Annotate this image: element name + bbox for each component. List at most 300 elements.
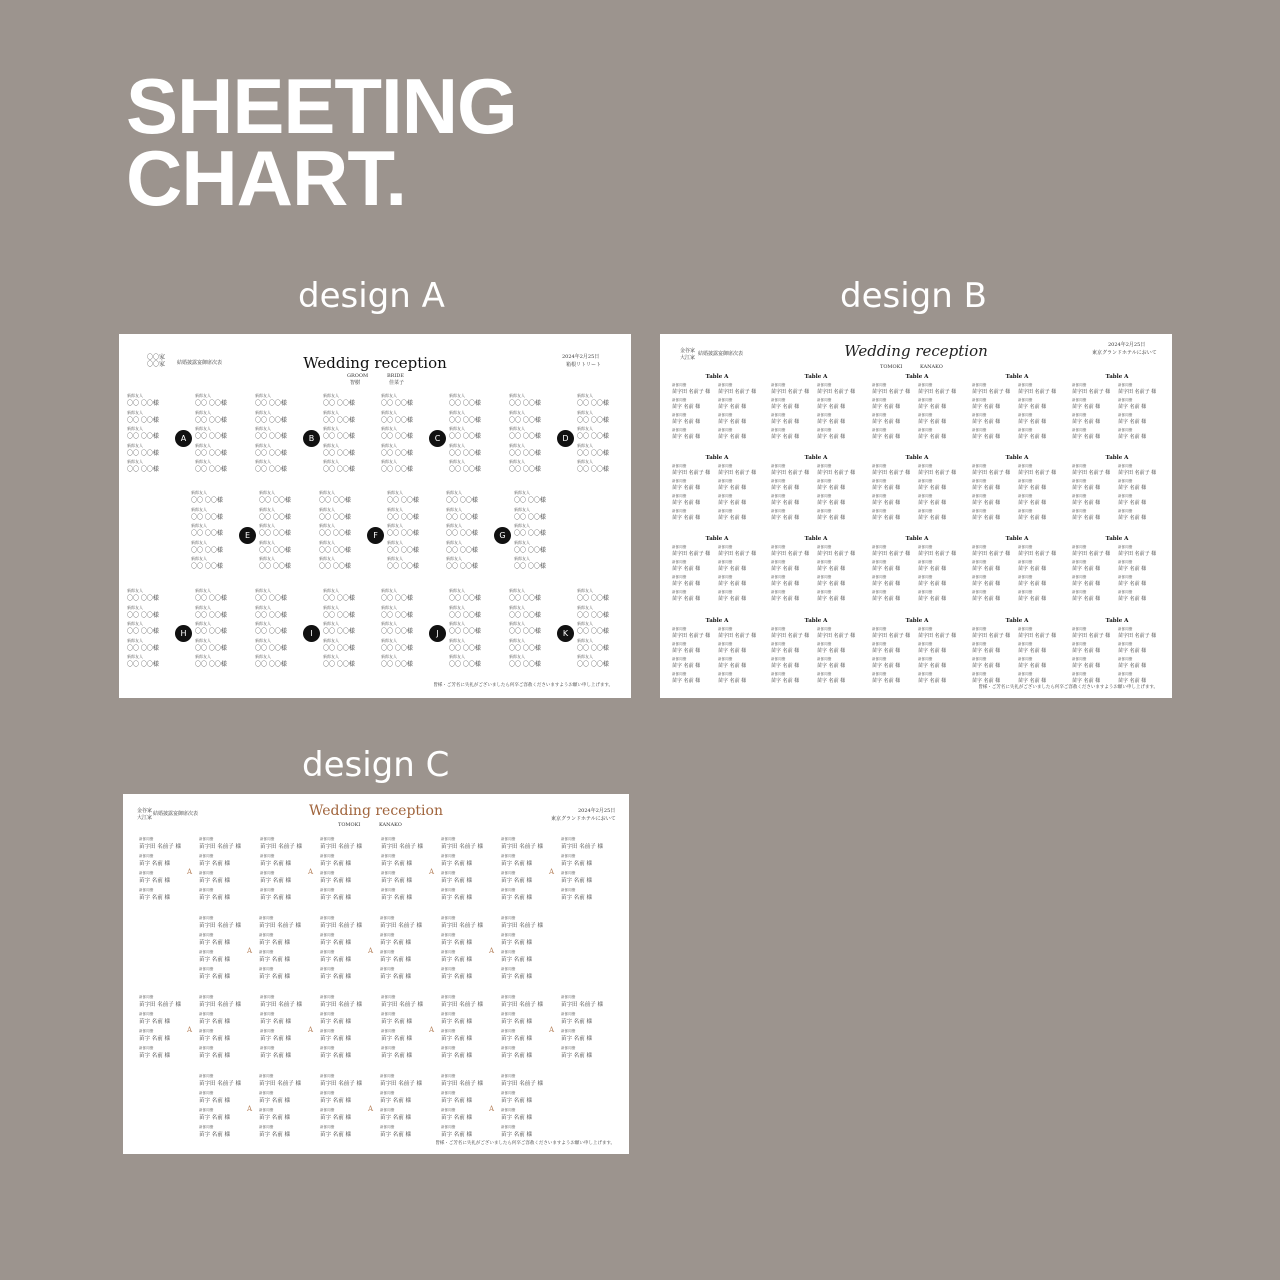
- table-heading: Table A: [705, 618, 729, 624]
- guest-name: 〇〇 〇〇様: [514, 563, 546, 570]
- guest-relation: 新郎友人: [323, 604, 339, 610]
- guest-name: 苗字 名前 様: [441, 895, 472, 901]
- guest-relation: 新郎同僚: [501, 1029, 516, 1033]
- guest-name: 〇〇 〇〇様: [127, 628, 159, 635]
- guest-name: 苗字 名前 様: [441, 861, 472, 867]
- guest-column: [195, 587, 227, 670]
- guest-relation: 新郎同僚: [918, 479, 933, 483]
- guest-name: 苗字 名前 様: [672, 596, 701, 602]
- guest-relation: 新郎同僚: [320, 967, 335, 971]
- guest-relation: 新郎同僚: [320, 837, 335, 841]
- guest-name: 苗字 名前 様: [1018, 663, 1047, 669]
- guest-relation: 新郎同僚: [1072, 413, 1087, 417]
- guest-name: 苗字 名前 様: [320, 1036, 351, 1042]
- guest-relation: 新郎同僚: [718, 428, 733, 432]
- guest-relation: 新郎同僚: [1072, 672, 1087, 676]
- guest-relation: 新郎友人: [259, 490, 275, 495]
- guest-column: [441, 836, 483, 904]
- guest-relation: 新郎同僚: [718, 627, 733, 631]
- guest-relation: 新郎友人: [381, 637, 397, 643]
- guest-name: 苗字田 名前子 様: [1118, 470, 1157, 476]
- guest-name: 苗字 名前 様: [872, 434, 901, 440]
- guest-relation: 新郎友人: [255, 426, 271, 431]
- guest-name: 苗字 名前 様: [1072, 663, 1101, 669]
- guest-name: 苗字 名前 様: [320, 940, 351, 946]
- design-c-label: design C: [302, 745, 450, 785]
- guest-relation: 新郎同僚: [320, 916, 335, 920]
- venue: 東京グランドホテルにおいて: [551, 816, 616, 822]
- guest-name: 苗字田 名前子 様: [918, 389, 957, 395]
- guest-name: 苗字 名前 様: [1018, 581, 1047, 587]
- guest-relation: 新郎同僚: [381, 1046, 396, 1050]
- guest-relation: 新郎同僚: [320, 1012, 335, 1016]
- guest-column: [771, 626, 815, 686]
- guest-relation: 新郎同僚: [441, 1012, 456, 1016]
- guest-column: [718, 382, 762, 442]
- guest-relation: 新郎友人: [577, 654, 593, 659]
- guest-name: 苗字田 名前子 様: [718, 389, 757, 395]
- guest-name: 苗字田 名前子 様: [1072, 470, 1111, 476]
- guest-name: 〇〇 〇〇様: [259, 546, 291, 554]
- guest-name: 苗字 名前 様: [1018, 485, 1047, 491]
- table-marker-a: A: [187, 1026, 193, 1034]
- guest-name: 苗字田 名前子 様: [817, 551, 856, 557]
- guest-relation: 新郎友人: [387, 506, 403, 512]
- guest-name: 苗字田 名前子 様: [1072, 389, 1111, 395]
- groom-name: TOMOKI: [880, 364, 903, 370]
- guest-column: [260, 836, 302, 904]
- guest-name: 苗字 名前 様: [199, 957, 230, 963]
- guest-relation: 新郎同僚: [771, 657, 786, 661]
- guest-relation: 新郎同僚: [672, 464, 687, 468]
- guest-name: 苗字 名前 様: [380, 940, 411, 946]
- guest-name: 〇〇 〇〇様: [509, 644, 541, 652]
- guest-relation: 新郎同僚: [972, 509, 987, 513]
- guest-relation: 新郎同僚: [441, 854, 456, 858]
- guest-relation: 新郎同僚: [918, 657, 933, 661]
- guest-name: 苗字 名前 様: [1018, 434, 1047, 440]
- guest-name: 苗字 名前 様: [501, 1132, 532, 1138]
- guest-name: 〇〇 〇〇様: [191, 563, 223, 570]
- guest-name: 苗字 名前 様: [718, 419, 747, 425]
- guest-name: 苗字田 名前子 様: [259, 923, 301, 929]
- guest-relation: 新郎友人: [509, 426, 525, 431]
- guest-relation: 新郎同僚: [259, 950, 274, 954]
- guest-relation: 新郎同僚: [718, 545, 733, 549]
- guest-relation: 新郎同僚: [972, 494, 987, 498]
- table-columns: [1072, 544, 1162, 604]
- guest-name: 〇〇 〇〇様: [449, 661, 481, 668]
- guest-relation: 新郎同僚: [718, 590, 733, 594]
- guest-relation: 新郎同僚: [501, 1125, 516, 1129]
- guest-name: 苗字田 名前子 様: [320, 1081, 362, 1087]
- guest-relation: 新郎同僚: [441, 1029, 456, 1033]
- guest-name: 苗字 名前 様: [718, 515, 747, 521]
- guest-name: 苗字田 名前子 様: [1018, 470, 1057, 476]
- guest-relation: 新郎同僚: [771, 413, 786, 417]
- guest-relation: 新郎友人: [255, 409, 271, 415]
- guest-column: [441, 915, 483, 983]
- guest-name: 〇〇 〇〇様: [255, 628, 287, 635]
- guest-name: 苗字 名前 様: [918, 678, 947, 684]
- guest-name: 苗字田 名前子 様: [380, 923, 422, 929]
- guest-column: [441, 994, 483, 1062]
- guest-column: [501, 1073, 543, 1141]
- guest-name: 苗字 名前 様: [501, 1036, 532, 1042]
- guest-name: 苗字 名前 様: [381, 878, 412, 884]
- guest-relation: 新郎友人: [127, 588, 143, 593]
- sheet-title: Wedding reception: [303, 354, 447, 372]
- guest-name: 〇〇 〇〇様: [323, 400, 355, 407]
- guest-relation: 新郎同僚: [320, 1091, 335, 1095]
- guest-relation: 新郎友人: [509, 459, 525, 464]
- table-columns: [1072, 626, 1162, 686]
- table-heading: Table A: [905, 455, 929, 461]
- guest-name: 苗字田 名前子 様: [501, 844, 543, 850]
- guest-relation: 新郎同僚: [260, 871, 275, 875]
- guest-relation: 新郎同僚: [380, 1108, 395, 1112]
- guest-column: [561, 836, 603, 904]
- guest-name: 苗字 名前 様: [872, 648, 901, 654]
- guest-relation: 新郎友人: [514, 490, 530, 495]
- guest-name: 〇〇 〇〇様: [381, 644, 413, 652]
- guest-name: 苗字 名前 様: [561, 1019, 592, 1025]
- guest-relation: 新郎同僚: [872, 642, 887, 646]
- guest-name: 〇〇 〇〇様: [319, 513, 351, 521]
- guest-name: 〇〇 〇〇様: [509, 449, 541, 457]
- guest-relation: 新郎同僚: [872, 479, 887, 483]
- table-block: [672, 374, 762, 442]
- guest-relation: 新郎同僚: [380, 967, 395, 971]
- guest-relation: 新郎同僚: [817, 464, 832, 468]
- guest-name: 苗字 名前 様: [441, 1132, 472, 1138]
- guest-name: 苗字 名前 様: [320, 861, 351, 867]
- guest-name: 〇〇 〇〇様: [381, 661, 413, 668]
- guest-relation: 新郎同僚: [872, 627, 887, 631]
- guest-relation: 新郎同僚: [1072, 494, 1087, 498]
- guest-name: 〇〇 〇〇様: [255, 644, 287, 652]
- guest-name: 〇〇 〇〇様: [387, 497, 419, 504]
- bride-name: KANAKO: [379, 822, 402, 828]
- guest-name: 苗字 名前 様: [320, 878, 351, 884]
- guest-relation: 新郎友人: [509, 637, 525, 643]
- guest-relation: 新郎同僚: [771, 509, 786, 513]
- guest-relation: 新郎友人: [387, 539, 403, 545]
- guest-name: 苗字 名前 様: [501, 1098, 532, 1104]
- guest-relation: 新郎同僚: [199, 916, 214, 920]
- guest-name: 苗字田 名前子 様: [918, 551, 957, 557]
- guest-relation: 新郎友人: [381, 442, 397, 448]
- guest-relation: 新郎友人: [387, 523, 403, 528]
- guest-name: 苗字 名前 様: [1018, 419, 1047, 425]
- guest-name: 苗字 名前 様: [1118, 566, 1147, 572]
- guest-name: 〇〇 〇〇様: [449, 416, 481, 424]
- guest-relation: 新郎同僚: [139, 995, 154, 999]
- guest-name: 苗字 名前 様: [972, 434, 1001, 440]
- guest-name: 苗字 名前 様: [972, 566, 1001, 572]
- guest-relation: 新郎同僚: [1018, 657, 1033, 661]
- guest-relation: 新郎友人: [127, 637, 143, 643]
- guest-relation: 新郎同僚: [771, 627, 786, 631]
- guest-column: [139, 836, 181, 904]
- table-block: [1072, 618, 1162, 686]
- guest-relation: 新郎同僚: [872, 428, 887, 432]
- guest-column: [1018, 626, 1062, 686]
- guest-name: 苗字 名前 様: [672, 515, 701, 521]
- guest-column: [127, 392, 159, 475]
- guest-relation: 新郎同僚: [918, 575, 933, 579]
- guest-name: 苗字 名前 様: [381, 861, 412, 867]
- guest-name: 苗字 名前 様: [320, 974, 351, 980]
- guest-name: 〇〇 〇〇様: [449, 466, 481, 473]
- guest-relation: 新郎同僚: [771, 479, 786, 483]
- guest-name: 苗字 名前 様: [441, 878, 472, 884]
- guest-name: 苗字田 名前子 様: [771, 470, 810, 476]
- guest-relation: 新郎友人: [323, 426, 339, 431]
- guest-relation: 新郎同僚: [1118, 494, 1133, 498]
- guest-relation: 新郎同僚: [561, 1029, 576, 1033]
- guest-name: 〇〇 〇〇様: [191, 546, 223, 554]
- guest-relation: 新郎同僚: [872, 590, 887, 594]
- table-marker-e: E: [239, 527, 256, 544]
- guest-name: 苗字 名前 様: [320, 1019, 351, 1025]
- guest-column: [577, 392, 609, 475]
- guest-column: [381, 836, 423, 904]
- guest-relation: 新郎友人: [323, 393, 339, 398]
- guest-relation: 新郎同僚: [501, 916, 516, 920]
- guest-relation: 新郎同僚: [918, 560, 933, 564]
- guest-relation: 新郎友人: [323, 637, 339, 643]
- guest-relation: 新郎同僚: [259, 1108, 274, 1112]
- guest-name: 苗字 名前 様: [972, 515, 1001, 521]
- sheet-title: Wedding reception: [844, 342, 988, 360]
- guest-name: 苗字 名前 様: [771, 404, 800, 410]
- guest-relation: 新郎同僚: [817, 494, 832, 498]
- guest-name: 〇〇 〇〇様: [509, 661, 541, 668]
- guest-name: 〇〇 〇〇様: [255, 416, 287, 424]
- guest-column: [561, 994, 603, 1062]
- guest-relation: 新郎同僚: [972, 428, 987, 432]
- guest-relation: 新郎友人: [255, 588, 271, 593]
- guest-relation: 新郎同僚: [441, 1125, 456, 1129]
- table-block: [672, 536, 762, 604]
- guest-column: [672, 382, 716, 442]
- guest-name: 苗字 名前 様: [501, 940, 532, 946]
- guest-name: 〇〇 〇〇様: [514, 497, 546, 504]
- guest-column: [381, 587, 413, 670]
- guest-name: 〇〇 〇〇様: [387, 513, 419, 521]
- guest-relation: 新郎同僚: [380, 916, 395, 920]
- guest-relation: 新郎同僚: [199, 871, 214, 875]
- guest-column: [872, 463, 916, 523]
- guest-name: 苗字 名前 様: [817, 663, 846, 669]
- guest-relation: 新郎同僚: [817, 428, 832, 432]
- guest-name: 苗字 名前 様: [381, 1036, 412, 1042]
- guest-relation: 新郎同僚: [872, 509, 887, 513]
- guest-relation: 新郎同僚: [441, 1074, 456, 1078]
- guest-name: 〇〇 〇〇様: [323, 595, 355, 602]
- guest-relation: 新郎友人: [449, 637, 465, 643]
- guest-name: 苗字 名前 様: [718, 663, 747, 669]
- guest-relation: 新郎同僚: [817, 672, 832, 676]
- guest-name: 〇〇 〇〇様: [449, 400, 481, 407]
- guest-name: 苗字田 名前子 様: [199, 923, 241, 929]
- guest-name: 苗字田 名前子 様: [672, 551, 711, 557]
- guest-column: [972, 463, 1016, 523]
- guest-name: 苗字田 名前子 様: [381, 1002, 423, 1008]
- guest-relation: 新郎友人: [449, 621, 465, 626]
- guest-column: [771, 382, 815, 442]
- guest-relation: 新郎同僚: [501, 995, 516, 999]
- guest-relation: 新郎同僚: [872, 464, 887, 468]
- guest-relation: 新郎同僚: [1118, 545, 1133, 549]
- guest-name: 苗字 名前 様: [199, 1132, 230, 1138]
- guest-name: 苗字 名前 様: [259, 1115, 290, 1121]
- guest-relation: 新郎同僚: [320, 1046, 335, 1050]
- guest-relation: 新郎同僚: [1118, 575, 1133, 579]
- guest-relation: 新郎同僚: [672, 479, 687, 483]
- table-heading: Table A: [1005, 536, 1029, 542]
- family-name: 大江家: [137, 815, 153, 821]
- table-heading: Table A: [1005, 374, 1029, 380]
- guest-relation: 新郎同僚: [381, 854, 396, 858]
- footer-note: 皆様・ご芳名に失礼がございましたら何卒ご容赦くださいますようお願い申し上げます。: [433, 683, 613, 688]
- guest-name: 苗字 名前 様: [972, 404, 1001, 410]
- guest-name: 苗字田 名前子 様: [260, 844, 302, 850]
- guest-name: 苗字田 名前子 様: [718, 470, 757, 476]
- guest-name: 苗字田 名前子 様: [771, 633, 810, 639]
- guest-relation: 新郎同僚: [918, 590, 933, 594]
- family-name: 大江家: [680, 355, 696, 361]
- guest-name: 苗字 名前 様: [672, 419, 701, 425]
- guest-relation: 新郎友人: [509, 621, 525, 626]
- guest-relation: 新郎同僚: [1072, 575, 1087, 579]
- guest-name: 〇〇 〇〇様: [259, 513, 291, 521]
- table-block: [1072, 536, 1162, 604]
- guest-relation: 新郎友人: [509, 393, 525, 398]
- guest-relation: 新郎友人: [577, 621, 593, 626]
- guest-name: 苗字 名前 様: [918, 648, 947, 654]
- guest-name: 苗字田 名前子 様: [441, 1002, 483, 1008]
- guest-name: 苗字田 名前子 様: [1118, 633, 1157, 639]
- guest-name: 苗字 名前 様: [139, 1036, 170, 1042]
- guest-relation: 新郎同僚: [199, 1125, 214, 1129]
- guest-name: 〇〇 〇〇様: [195, 449, 227, 457]
- guest-column: [817, 463, 861, 523]
- guest-relation: 新郎同僚: [380, 1074, 395, 1078]
- guest-relation: 新郎同僚: [918, 464, 933, 468]
- guest-name: 〇〇 〇〇様: [127, 416, 159, 424]
- guest-relation: 新郎友人: [195, 459, 211, 464]
- guest-relation: 新郎同僚: [1072, 560, 1087, 564]
- guest-name: 苗字田 名前子 様: [561, 1002, 603, 1008]
- guest-relation: 新郎同僚: [872, 413, 887, 417]
- guest-name: 〇〇 〇〇様: [381, 400, 413, 407]
- table-columns: [672, 382, 762, 442]
- guest-relation: 新郎友人: [191, 490, 207, 495]
- guest-column: [320, 1073, 362, 1141]
- guest-name: 苗字 名前 様: [1118, 648, 1147, 654]
- guest-relation: 新郎友人: [449, 426, 465, 431]
- guest-relation: 新郎同僚: [771, 575, 786, 579]
- event-date: 2024年2月25日: [562, 354, 600, 360]
- guest-name: 苗字 名前 様: [199, 878, 230, 884]
- guest-name: 〇〇 〇〇様: [514, 546, 546, 554]
- guest-name: 〇〇 〇〇様: [577, 661, 609, 668]
- guest-name: 苗字田 名前子 様: [672, 470, 711, 476]
- guest-relation: 新郎同僚: [972, 464, 987, 468]
- guest-relation: 新郎同僚: [199, 854, 214, 858]
- guest-relation: 新郎友人: [509, 442, 525, 448]
- guest-relation: 新郎同僚: [872, 672, 887, 676]
- event-date: 2024年2月25日: [578, 808, 616, 814]
- guest-relation: 新郎同僚: [1018, 575, 1033, 579]
- guest-name: 苗字 名前 様: [260, 878, 291, 884]
- guest-relation: 新郎友人: [319, 523, 335, 528]
- guest-name: 苗字 名前 様: [672, 566, 701, 572]
- guest-name: 〇〇 〇〇様: [446, 546, 478, 554]
- guest-relation: 新郎同僚: [260, 888, 275, 892]
- guest-name: 〇〇 〇〇様: [323, 628, 355, 635]
- guest-relation: 新郎同僚: [771, 560, 786, 564]
- guest-name: 〇〇 〇〇様: [449, 644, 481, 652]
- guest-name: 〇〇 〇〇様: [449, 595, 481, 602]
- guest-name: 苗字 名前 様: [199, 1098, 230, 1104]
- guest-name: 苗字 名前 様: [320, 895, 351, 901]
- guest-name: 苗字 名前 様: [1118, 485, 1147, 491]
- guest-name: 〇〇 〇〇様: [381, 595, 413, 602]
- guest-column: [1018, 463, 1062, 523]
- guest-relation: 新郎同僚: [1072, 464, 1087, 468]
- table-block: [1072, 455, 1162, 523]
- guest-relation: 新郎同僚: [1072, 627, 1087, 631]
- guest-name: 苗字 名前 様: [1072, 566, 1101, 572]
- guest-relation: 新郎同僚: [501, 1012, 516, 1016]
- guest-name: 苗字 名前 様: [771, 515, 800, 521]
- guest-relation: 新郎同僚: [501, 967, 516, 971]
- guest-column: [672, 544, 716, 604]
- guest-relation: 新郎同僚: [918, 383, 933, 387]
- guest-name: 苗字田 名前子 様: [872, 470, 911, 476]
- guest-name: 苗字田 名前子 様: [817, 633, 856, 639]
- guest-name: 苗字 名前 様: [1072, 648, 1101, 654]
- guest-name: 苗字 名前 様: [320, 1098, 351, 1104]
- guest-name: 苗字 名前 様: [561, 861, 592, 867]
- guest-name: 苗字 名前 様: [771, 500, 800, 506]
- guest-relation: 新郎友人: [255, 604, 271, 610]
- guest-relation: 新郎同僚: [817, 642, 832, 646]
- table-marker-a: A: [175, 430, 192, 447]
- guest-name: 苗字田 名前子 様: [718, 551, 757, 557]
- guest-relation: 新郎同僚: [380, 1091, 395, 1095]
- guest-column: [1118, 626, 1162, 686]
- guest-name: 〇〇 〇〇様: [127, 661, 159, 668]
- guest-relation: 新郎友人: [577, 459, 593, 464]
- guest-relation: 新郎友人: [381, 393, 397, 398]
- guest-name: 〇〇 〇〇様: [255, 611, 287, 619]
- guest-relation: 新郎同僚: [320, 871, 335, 875]
- guest-name: 苗字 名前 様: [718, 404, 747, 410]
- guest-relation: 新郎友人: [577, 409, 593, 415]
- guest-name: 苗字田 名前子 様: [441, 923, 483, 929]
- guest-relation: 新郎同僚: [1018, 509, 1033, 513]
- guest-relation: 新郎友人: [127, 426, 143, 431]
- guest-name: 苗字 名前 様: [1118, 515, 1147, 521]
- table-heading: Table A: [905, 536, 929, 542]
- guest-relation: 新郎同僚: [1118, 509, 1133, 513]
- table-block: [672, 455, 762, 523]
- guest-name: 苗字 名前 様: [672, 434, 701, 440]
